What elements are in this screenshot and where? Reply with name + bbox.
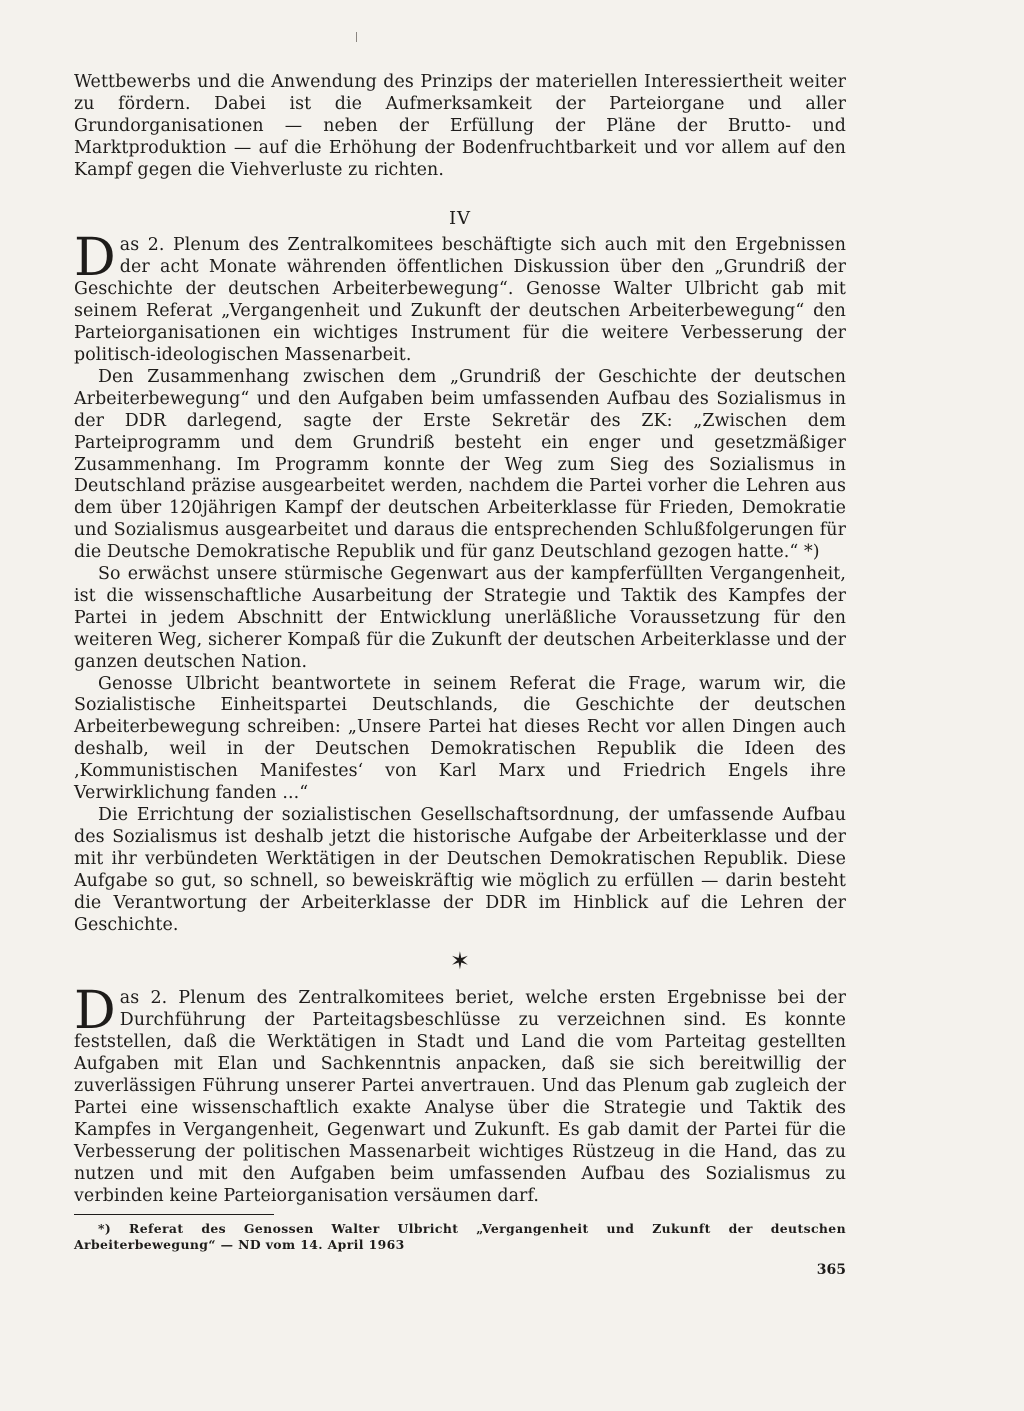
dropcap-letter: D bbox=[74, 981, 116, 1042]
page-number: 365 bbox=[816, 1262, 846, 1278]
section-heading: IV bbox=[448, 207, 472, 229]
footnote-rule bbox=[74, 1214, 274, 1215]
paragraph: Die Errichtung der sozialistischen Gesellschaftsordnung, der umfassende Aufbau des Sozialismus ist deshalb jetzt die historische Aufgabe der Arbeiterklasse und der mit ihr verbündeten Werktätigen in der Deutschen Demokratischen Republik. Diese Aufgabe so gut, so schnell, so beweiskräftig wie möglich zu erfüllen — darin besteht die Verantwortung der Arbeiterklasse der DDR im Hinblick auf die Lehren der Geschichte. bbox=[74, 805, 846, 935]
paragraph-text: as 2. Plenum des Zentralkomitees beriet, welche ersten Ergebnisse bei der Durchführung der Parteitagsbeschlüsse zu verzeichnen sind. Es konnte feststellen, daß die Werktätigen in Stadt und Land die vom Parteitag gestellten Aufgaben mit Elan und Sachkenntnis anpacken, daß sie sich bereitwillig der zuverlässigen Führung unserer Partei anvertrauen. Und das Plenum gab zugleich der Partei eine wissenschaftlich exakte Analyse über die Strategie und Taktik des Kampfes in Vergangenheit, Gegenwart und Zukunft. Es gab damit der Partei für die Verbesserung der politischen Massenarbeit wichtiges Rüstzeug in die Hand, das zu nutzen und mit den Aufgaben beim umfassenden Aufbau des Sozialismus zu verbinden keine Parteiorganisation versäumen darf. bbox=[74, 988, 846, 1206]
paragraph: Genosse Ulbricht beantwortete in seinem Referat die Frage, warum wir, die Sozialistische Einheitspartei Deutschlands, die Geschichte der deutschen Arbeiterbewegung schreiben: „Unsere Partei hat dieses Recht vor allen Dingen auch deshalb, weil in der Deutschen Demokratischen Republik die Ideen des ‚Kommunistischen Manifestes‘ von Karl Marx und Friedrich Engels ihre Verwirklichung fanden ...“ bbox=[74, 673, 846, 804]
section-iv-first-paragraph bbox=[74, 228, 846, 366]
dropcap-letter: D bbox=[74, 228, 116, 289]
paragraph-continuation: Wettbewerbs und die Anwendung des Prinzips der materiellen Interessiertheit weiter zu fördern. Dabei ist die Aufmerksamkeit der Parteiorgane und aller Grundorganisationen — neben der Erfüllung der Pläne der Brutto- und Marktproduktion — auf die Erhöhung der Bodenfruchtbarkeit und vor allem auf den Kampf gegen die Viehverluste zu richten. bbox=[74, 72, 846, 180]
footnote: *) Referat des Genossen Walter Ulbricht „Vergangenheit und Zukunft der deutschen Arbeiterbewegung“ — ND vom 14. April 1963 bbox=[74, 1220, 846, 1252]
section-separator: ✶ bbox=[449, 947, 471, 976]
paragraph-text: as 2. Plenum des Zentralkomitees beschäftigte sich auch mit den Ergebnissen der acht Monate währenden öffentlichen Diskussion über den „Grundriß der Geschichte der deutschen Arbeiterbewegung“. Genosse Walter Ulbricht gab mit seinem Referat „Vergangenheit und Zukunft der deutschen Arbeiterbewegung“ den Parteiorganisationen ein wichtiges Instrument für die weitere Verbesserung der politisch-ideologischen Massenarbeit. bbox=[74, 235, 846, 365]
paragraph: So erwächst unsere stürmische Gegenwart aus der kampferfüllten Vergangenheit, ist die wissenschaftliche Ausarbeitung der Strategie und Taktik des Kampfes der Partei in jedem Abschnitt der Entwicklung unerläßliche Voraussetzung für den weiteren Weg, sicherer Kompaß für die Zukunft der deutschen Arbeiterklasse und der ganzen deutschen Nation. bbox=[74, 564, 846, 672]
scan-mark bbox=[356, 32, 357, 42]
closing-paragraph bbox=[74, 981, 846, 1207]
text-column bbox=[74, 72, 846, 1253]
paragraph: Den Zusammenhang zwischen dem „Grundriß der Geschichte der deutschen Arbeiterbewegung“ und den Aufgaben beim umfassenden Aufbau des Sozialismus in der DDR darlegend, sagte der Erste Sekretär des ZK: „Zwischen dem Parteiprogramm und dem Grundriß besteht ein enger und gesetzmäßiger Zusammenhang. Im Programm konnte der Weg zum Sieg des Sozialismus in Deutschland präzise ausgearbeitet werden, nachdem die Partei vorher die Lehren aus dem über 120jährigen Kampf der deutschen Arbeiterklasse für Frieden, Demokratie und Sozialismus ausgearbeitet und daraus die entsprechenden Schlußfolgerungen für die Deutsche Demokratische Republik und für ganz Deutschland gezogen hatte.“ *) bbox=[74, 366, 846, 563]
